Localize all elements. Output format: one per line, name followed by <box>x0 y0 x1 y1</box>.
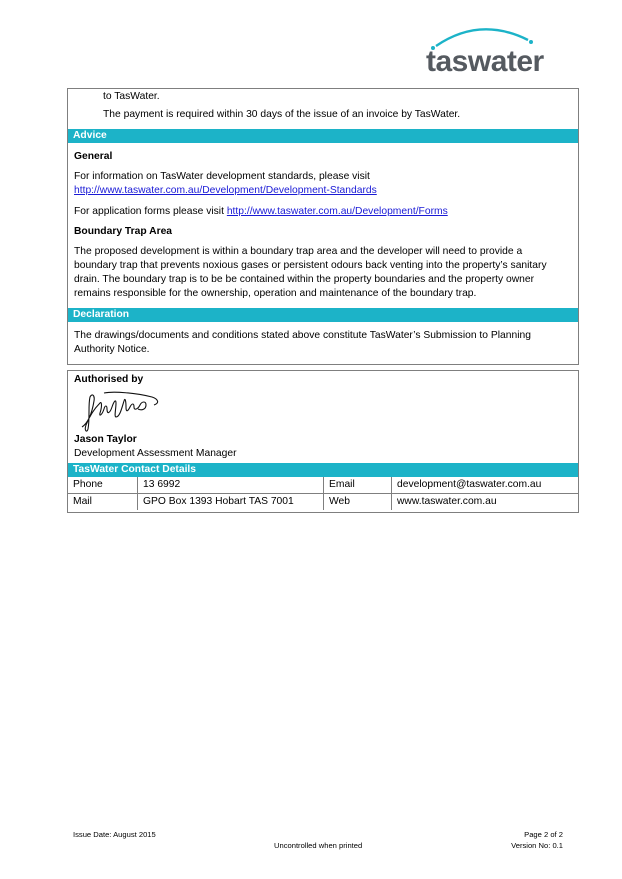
boundary-trap-line: The proposed development is within a boundary trap area and the developer will need to provide a <box>74 246 523 257</box>
mail-value: GPO Box 1393 Hobart TAS 7001 <box>138 494 324 511</box>
signatory-position: Development Assessment Manager <box>74 448 237 459</box>
boundary-trap-line: drain. The boundary trap is to be be contained within the property boundaries and the property owner <box>74 274 535 285</box>
advice-header: Advice <box>68 129 578 143</box>
standards-text: For information on TasWater development standards, please visit <box>74 171 370 182</box>
general-heading: General <box>74 151 113 162</box>
boundary-trap-line: boundary trap that prevents noxious gases or persistent odours back venting into the property’s sanitary <box>74 260 547 271</box>
issue-date: Issue Date: August 2015 <box>73 830 156 839</box>
phone-value: 13 6992 <box>138 477 324 494</box>
uncontrolled-notice: Uncontrolled when printed <box>274 841 363 850</box>
web-value[interactable]: www.taswater.com.au <box>392 494 579 511</box>
taswater-logo <box>418 22 558 78</box>
contact-table <box>68 477 578 510</box>
page-number: Page 2 of 2 <box>524 830 563 839</box>
web-label: Web <box>324 494 392 511</box>
boundary-trap-heading: Boundary Trap Area <box>74 226 173 237</box>
authorised-by-label: Authorised by <box>74 374 144 385</box>
declaration-line: The drawings/documents and conditions stated above constitute TasWater’s Submission to Planning <box>74 330 531 341</box>
table-row <box>68 477 578 494</box>
declaration-line: Authority Notice. <box>74 344 150 355</box>
forms-line <box>74 205 448 219</box>
payment-continuation: to TasWater. <box>103 91 160 102</box>
version-number: Version No: 0.1 <box>511 841 563 850</box>
table-row <box>68 494 578 511</box>
advice-declaration-box <box>67 88 579 365</box>
mail-label: Mail <box>68 494 138 511</box>
payment-terms: The payment is required within 30 days of the issue of an invoice by TasWater. <box>103 109 461 120</box>
standards-link-line <box>74 184 377 198</box>
email-label: Email <box>324 477 392 494</box>
email-value[interactable]: development@taswater.com.au <box>392 477 579 494</box>
phone-label: Phone <box>68 477 138 494</box>
signatory-name: Jason Taylor <box>74 434 137 445</box>
declaration-header: Declaration <box>68 308 578 322</box>
contact-details-header: TasWater Contact Details <box>68 463 578 477</box>
boundary-trap-line: remains responsible for the ownership, operation and maintenance of the boundary trap. <box>74 288 477 299</box>
signature-image <box>74 387 164 435</box>
standards-link[interactable]: http://www.taswater.com.au/Development/Development-Standards <box>74 185 377 196</box>
forms-text: For application forms please visit <box>74 206 224 217</box>
svg-text:taswater: taswater <box>426 45 544 78</box>
authorisation-box <box>67 370 579 513</box>
forms-link[interactable]: http://www.taswater.com.au/Development/Forms <box>226 206 448 217</box>
